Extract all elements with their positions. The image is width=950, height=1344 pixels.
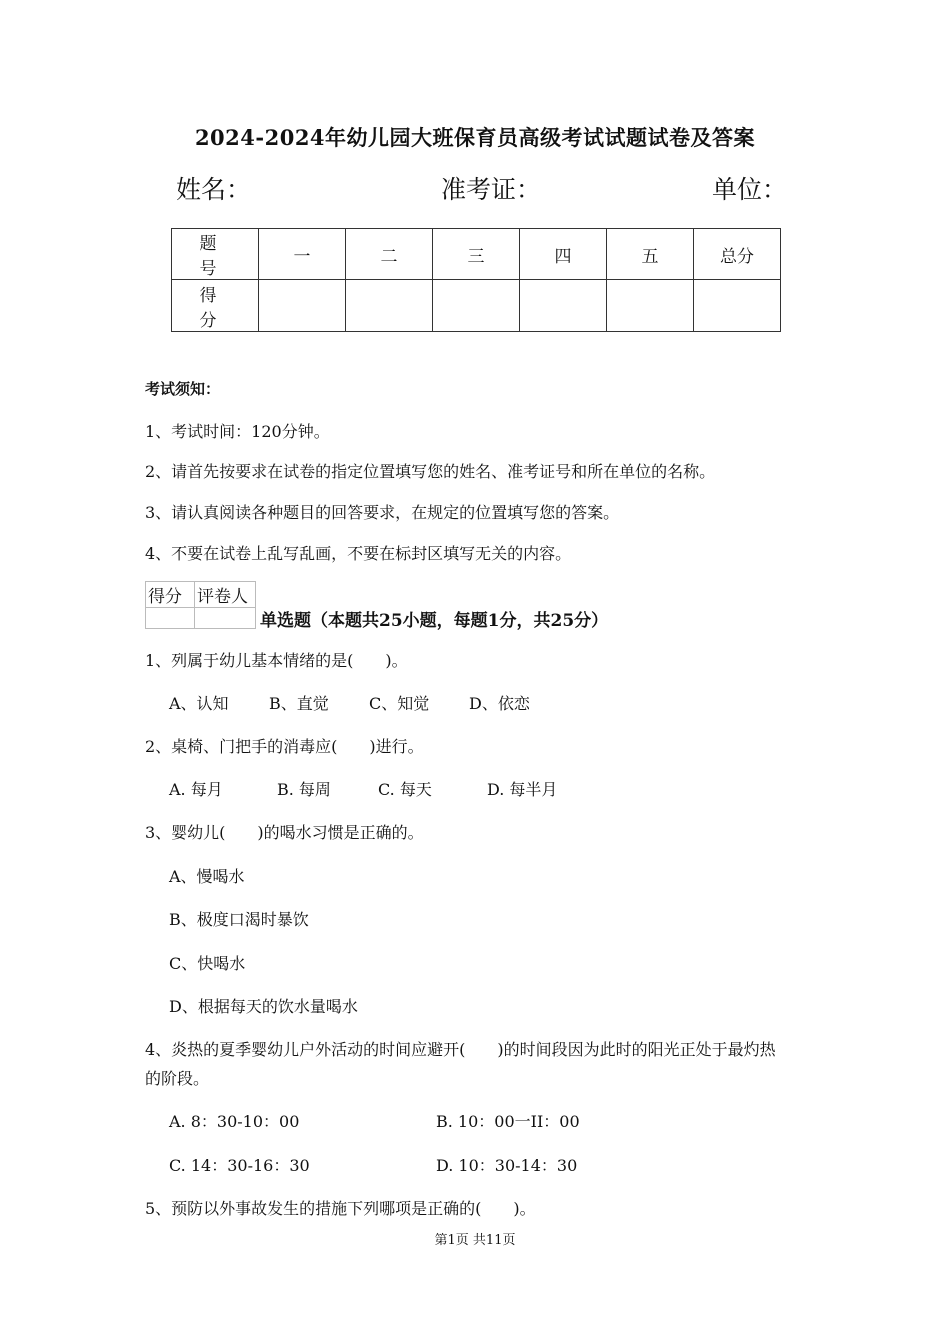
option: A、慢喝水 [169, 867, 245, 886]
option: B. 每周 [277, 780, 331, 799]
score-cell[interactable] [694, 280, 781, 332]
option: C. 14：30-16：30 [169, 1156, 310, 1175]
option: B、极度口渴时暴饮 [169, 910, 309, 929]
question-stem: 3、婴幼儿( )的喝水习惯是正确的。 [145, 823, 424, 842]
option: D. 10：30-14：30 [436, 1156, 578, 1175]
unit-field-label: 单位： [712, 175, 788, 204]
document-title: 2024-2024年幼儿园大班保育员高级考试试题试卷及答案 [194, 125, 756, 150]
option: C、知觉 [369, 694, 430, 713]
score-table-header-cell: 二 [346, 229, 433, 280]
score-cell[interactable] [433, 280, 520, 332]
option: C、快喝水 [169, 954, 246, 973]
notice-item: 2、请首先按要求在试卷的指定位置填写您的姓名、准考证号和所在单位的名称。 [145, 462, 716, 481]
score-table-header-cell: 五 [607, 229, 694, 280]
name-field-label: 姓名： [176, 175, 252, 204]
option: A、认知 [169, 694, 229, 713]
question-stem: 2、桌椅、门把手的消毒应( )进行。 [145, 737, 424, 756]
score-table [171, 228, 781, 332]
exam-id-field-label: 准考证： [441, 175, 542, 204]
question-stem: 5、预防以外事故发生的措施下列哪项是正确的( )。 [145, 1199, 536, 1218]
option: A. 每月 [169, 780, 223, 799]
option: A. 8：30-10：00 [169, 1112, 300, 1131]
option: B. 10：00一II：00 [436, 1112, 580, 1131]
page-footer: 第1页 共11页 [434, 1233, 516, 1248]
score-cell[interactable] [346, 280, 433, 332]
question-stem: 4、炎热的夏季婴幼儿户外活动的时间应避开( )的时间段因为此时的阳光正处于最灼热 [145, 1040, 776, 1059]
score-table-header-row [172, 229, 781, 280]
question-stem-continued: 的阶段。 [145, 1069, 210, 1088]
option: D. 每半月 [487, 780, 558, 799]
score-table-header-cell: 总分 [694, 229, 781, 280]
score-table-header-cell: 题 号 [172, 229, 259, 280]
score-cell[interactable] [520, 280, 607, 332]
grader-name-cell[interactable] [195, 608, 256, 629]
option: D、根据每天的饮水量喝水 [169, 997, 358, 1016]
option: B、直觉 [269, 694, 329, 713]
score-table-score-row [172, 280, 781, 332]
score-table-header-cell: 三 [433, 229, 520, 280]
score-cell[interactable] [259, 280, 346, 332]
score-table-header-cell: 四 [520, 229, 607, 280]
notice-item: 4、不要在试卷上乱写乱画，不要在标封区填写无关的内容。 [145, 544, 572, 563]
score-table-row-label: 得 分 [172, 280, 259, 332]
section-heading: 单选题（本题共25小题，每题1分，共25分） [260, 611, 609, 631]
notice-heading: 考试须知： [145, 380, 221, 398]
question-stem: 1、列属于幼儿基本情绪的是( )。 [145, 651, 408, 670]
notice-item: 3、请认真阅读各种题目的回答要求，在规定的位置填写您的答案。 [145, 503, 620, 522]
option: D、依恋 [469, 694, 530, 713]
score-cell[interactable] [607, 280, 694, 332]
score-table-header-cell: 一 [259, 229, 346, 280]
grader-name-label: 评卷人 [195, 582, 256, 608]
grader-box [145, 581, 256, 629]
grader-score-cell[interactable] [146, 608, 195, 629]
notice-item: 1、考试时间：120分钟。 [145, 422, 330, 441]
grader-score-label: 得分 [146, 582, 195, 608]
option: C. 每天 [378, 780, 432, 799]
